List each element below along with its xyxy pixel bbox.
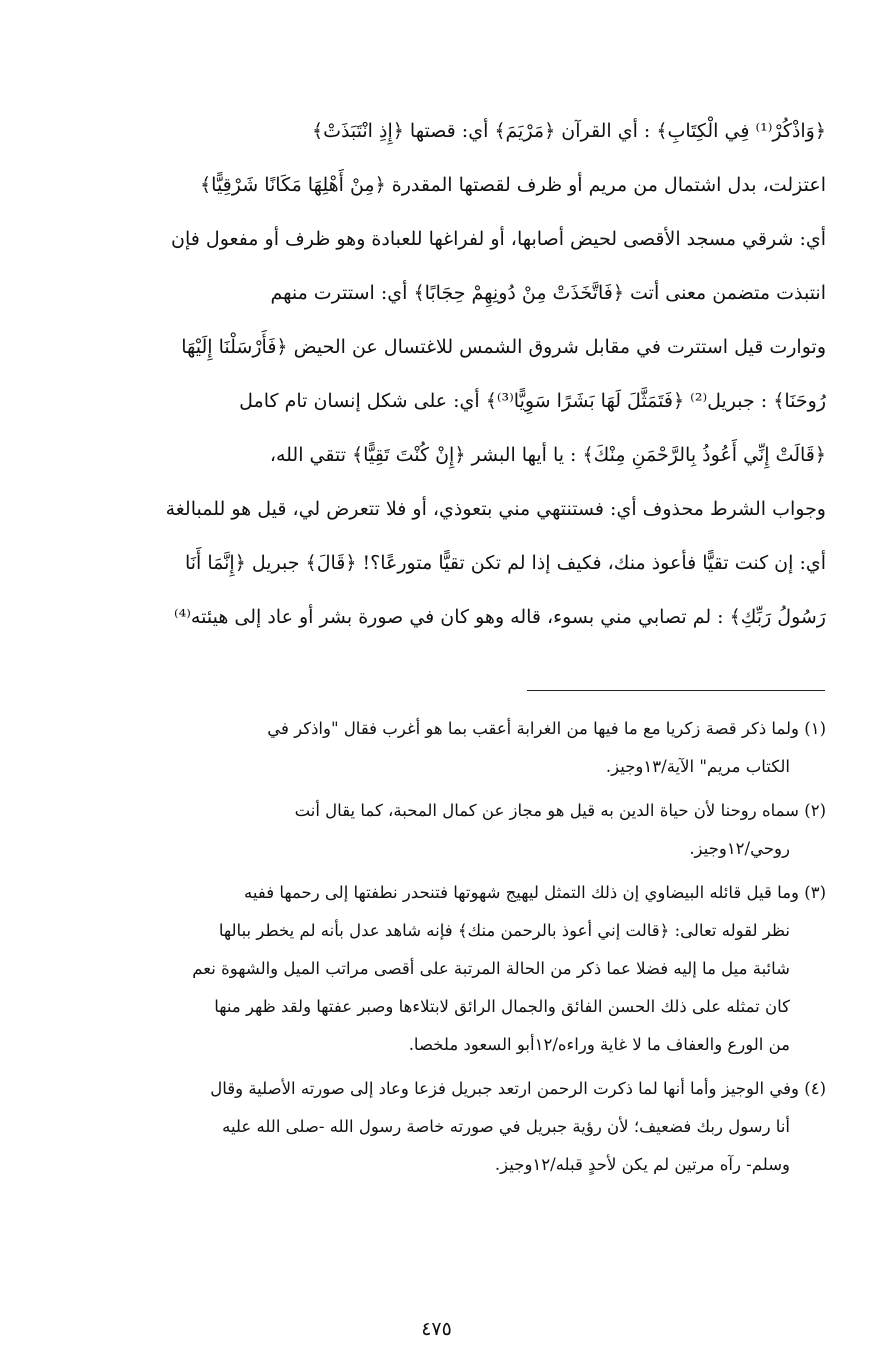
footnote-divider bbox=[527, 690, 825, 691]
main-text bbox=[78, 104, 826, 644]
footnotes bbox=[78, 710, 826, 1190]
footnote-3 bbox=[78, 874, 826, 1064]
footnote-line: نظر لقوله تعالى: ﴿قالت إني أعوذ بالرحمن منك﴾ فإنه شاهد عدل بأنه لم يخطر ببالها bbox=[218, 921, 790, 940]
footnote-4 bbox=[78, 1070, 826, 1184]
footnote-line: (٢) سماه روحنا لأن حياة الدين به قيل هو مجاز عن كمال المحبة، كما يقال أنت bbox=[294, 801, 826, 820]
footnote-1 bbox=[78, 710, 826, 786]
main-text-line: رُوحَنَا﴾ : جبريل⁽²⁾ ﴿فَتَمَثَّلَ لَهَا بَشَرًا سَوِيًّا⁽³⁾﴾ أي: على شكل إنسان تام كامل bbox=[239, 390, 826, 412]
main-text-line: وتوارت قيل استترت في مقابل شروق الشمس للاغتسال عن الحيض ﴿فَأَرْسَلْنَا إِلَيْهَا bbox=[181, 336, 826, 358]
main-text-line: أي: إن كنت تقيًّا فأعوذ منك، فكيف إذا لم تكن تقيًّا متورعًا؟! ﴿قَالَ﴾ جبريل ﴿إِنَّمَا أَنَا bbox=[184, 552, 826, 574]
main-text-line: اعتزلت، بدل اشتمال من مريم أو ظرف لقصتها المقدرة ﴿مِنْ أَهْلِهَا مَكَانًا شَرْقِيًّا﴾ bbox=[200, 174, 826, 196]
footnote-line: (٤) وفي الوجيز وأما أنها لما ذكرت الرحمن ارتعد جبريل فزعا وعاد إلى صورته الأصلية وقال bbox=[210, 1079, 826, 1098]
main-text-line: وجواب الشرط محذوف أي: فستنتهي مني بتعوذي، أو فلا تتعرض لي، قيل هو للمبالغة bbox=[165, 498, 826, 520]
main-text-line: انتبذت متضمن معنى أتت ﴿فَاتَّخَذَتْ مِنْ دُونِهِمْ حِجَابًا﴾ أي: استترت منهم bbox=[270, 282, 826, 304]
footnote-line: أنا رسول ربك فضعيف؛ لأن رؤية جبريل في صورته خاصة رسول الله -صلى الله عليه bbox=[222, 1117, 790, 1136]
footnote-2 bbox=[78, 792, 826, 868]
footnote-line: (٣) وما قيل قائله البيضاوي إن ذلك التمثل ليهيج شهوتها فتنحدر نطفتها إلى رحمها ففيه bbox=[244, 883, 826, 902]
footnote-line: كان تمثله على ذلك الحسن الفائق والجمال الرائق لابتلاءها وصبر عفتها ولقد ظهر منها bbox=[214, 997, 790, 1016]
footnote-line: الكتاب مريم" الآية/١٣وجيز. bbox=[605, 757, 790, 776]
footnote-line: (١) ولما ذكر قصة زكريا مع ما فيها من الغرابة أعقب بما هو أغرب فقال "واذكر في bbox=[267, 719, 826, 738]
footnote-line: شائبة ميل ما إليه فضلا عما ذكر من الحالة المرتبة على أقصى مراتب الميل والشهوة نعم bbox=[192, 959, 790, 978]
main-text-line: رَسُولُ رَبِّكِ﴾ : لم تصابي مني بسوء، قاله وهو كان في صورة بشر أو عاد إلى هيئته⁽⁴⁾ bbox=[173, 606, 826, 628]
main-text-line: أي: شرقي مسجد الأقصى لحيض أصابها، أو لفراغها للعبادة وهو ظرف أو مفعول فإن bbox=[171, 228, 826, 250]
page-number: ٤٧٥ bbox=[421, 1318, 452, 1340]
main-text-line: ﴿قَالَتْ إِنِّي أَعُوذُ بِالرَّحْمَنِ مِنْكَ﴾ : يا أيها البشر ﴿إِنْ كُنْتَ تَقِيًّا﴾ تتقي الله، bbox=[269, 444, 826, 466]
footnote-line: وسلم- رآه مرتين لم يكن لأحدٍ قبله/١٢وجيز. bbox=[494, 1155, 790, 1174]
main-text-line: ﴿وَاذْكُرْ⁽¹⁾ فِي الْكِتَابِ﴾ : أي القرآن ﴿مَرْيَمَ﴾ أي: قصتها ﴿إِذِ انْتَبَذَتْ﴾ bbox=[311, 120, 826, 142]
footnote-line: روحي/١٢وجيز. bbox=[689, 839, 790, 858]
footnote-line: من الورع والعفاف ما لا غاية وراءه/١٢أبو السعود ملخصا. bbox=[408, 1035, 790, 1054]
